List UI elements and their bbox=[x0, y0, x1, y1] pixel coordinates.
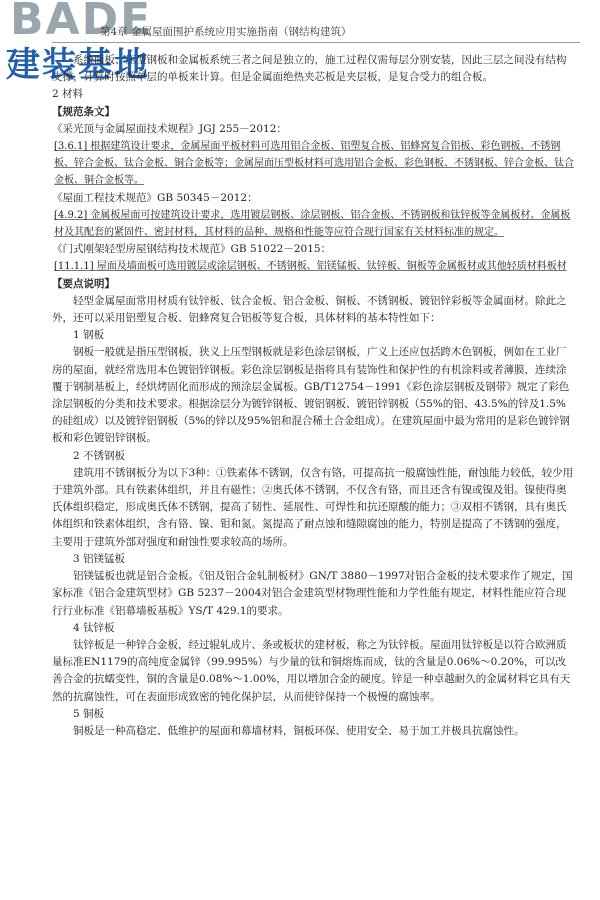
standard-2-clause: [4.9.2] 金属板屋面可按建筑设计要求，选用镀层钢板、涂层钢板、铝合金板、不锈钢板和钛锌板等金属板材。金属板材及其配套的紧固件、密封材料，其材料的品种、规格和性能等应符合现行国家有关材料标准的规定。 bbox=[54, 209, 571, 239]
body-text bbox=[52, 52, 576, 740]
paragraph-almg: 铝镁锰板也就是铝合金板。《铝及铝合金轧制板材》GN/T 3880－1997对铝合金板的技术要求作了规定，国家标准《铝合金建筑型材》GB 5237－2004对铝合金建筑型材物理性能和力学性能有规定，材料性能应符合现行行业标准《铝幕墙板基板》YS/T 429.1的要求。 bbox=[52, 570, 573, 617]
norms-tag: 【规范条文】 bbox=[52, 105, 115, 118]
standard-3-title: 《门式刚架轻型房屋钢结构技术规范》GB 51022－2015： bbox=[52, 243, 332, 256]
heading-almg: 3 铝镁锰板 bbox=[73, 552, 126, 565]
watermark-brand: BADE bbox=[10, 0, 153, 45]
standard-1-clause: [3.6.1] 根据建筑设计要求，金属屋面平板材料可选用铝合金板、铝塑复合板、铝蜂窝复合铝板、彩色钢板、不锈钢板、锌合金板、钛合金板、铜合金板等；金属屋面压型板材料可选用铝合金板、彩色钢板、不锈钢板、锌合金板、钛合金板、铜合金板等。 bbox=[54, 141, 574, 187]
heading-copper: 5 铜板 bbox=[73, 707, 105, 720]
heading-stainless: 2 不锈钢板 bbox=[73, 449, 126, 462]
heading-steel: 1 钢板 bbox=[73, 329, 105, 342]
paragraph-stainless: 建筑用不锈钢板分为以下3种：①铁素体不锈钢，仅含有铬，可提高抗一般腐蚀性能，耐蚀能力较低，较少用于建筑外部。具有铁素体组织，并且有磁性；②奥氏体不锈钢，不仅含有铬，而且还含有镍或镍及钼。镍使得奥氏体组织稳定，形成奥氏体不锈钢，提高了韧性、延展性、可焊性和抗还原酸的能力；③双相不锈钢，具有奥氏体组织和铁素体组织，含有铬、镍、钼和氮。氮提高了耐点蚀和缝隙腐蚀的能力，特别是提高了不锈钢的强度，主要用于建筑外部对强度和耐蚀性要求较高的场所。 bbox=[52, 466, 574, 548]
running-head: 第4章 金属屋面围护系统应用实施指南（钢结构建筑） bbox=[100, 26, 352, 38]
paragraph-copper: 铜板是一种高稳定、低维护的屋面和幕墙材料，铜板环保、使用安全、易于加工并极具抗腐蚀性。 bbox=[73, 724, 525, 737]
standard-3-clause: [11.1.1] 屋面及墙面板可选用镀层或涂层钢板、不锈钢板、铝镁锰板、钛锌板、铜板等金属板材或其他轻质材料板材 bbox=[54, 261, 567, 273]
header-divider bbox=[52, 42, 580, 43]
watermark-brand-cn: 建装基地 bbox=[6, 45, 150, 85]
standard-1-title: 《采光顶与金属屋面技术规程》JGJ 255－2012： bbox=[52, 122, 287, 135]
section-heading: 2 材料 bbox=[52, 88, 84, 101]
intro-paragraph: 系统面板、压型钢板和金属板系统三者之间是独立的，施工过程仅需每层分别安装，因此三层之间没有结构支撑，计算时按照单层的单板来计算。但是金属面绝热夹芯板是夹层板，是复合受力的组合板。 bbox=[52, 54, 567, 84]
heading-tizn: 4 钛锌板 bbox=[73, 621, 115, 634]
explain-tag: 【要点说明】 bbox=[52, 277, 115, 290]
paragraph-tizn: 钛锌板是一种锌合金板，经过辊轧成片、条或板状的建材板，称之为钛锌板。屋面用钛锌板是以符合欧洲质量标准EN1179的高纯度金属锌（99.995%）与少量的钛和铜熔炼而成，钛的含量是0.06%～0.20%，可以改善合金的抗蠕变性，铜的含量是0.08%～1.00%，用以增加合金的硬度。锌是一种卓越耐久的金属材料它具有天然的抗腐蚀性，可在表面形成致密的钝化保护层，从而使锌保持一个极慢的腐蚀率。 bbox=[52, 638, 571, 703]
overview-paragraph: 轻型金属屋面常用材质有钛锌板、钛合金板、铝合金板、铜板、不锈钢板、镀铝锌彩板等金属面材。除此之外，还可以采用铝塑复合板、铝蜂窝复合铝板等复合板，具体材料的基本特性如下： bbox=[52, 294, 567, 325]
standard-2-title: 《屋面工程技术规范》GB 50345－2012： bbox=[52, 191, 258, 204]
paragraph-steel: 钢板一般就是指压型钢板，狭义上压型钢板就是彩色涂层钢板，广义上还应包括跨木色钢板，例如在工业厂房的屋面，就经常选用本色镀铝锌钢板。彩色涂层钢板是指将具有装饰性和保护性的有机涂料或者薄膜，连续涂覆于钢制基板上，经烘烤固化而形成的预涂层金属板。GB/T12754－1991《彩色涂层钢板及钢带》规定了彩色涂层钢板的分类和技术要求。根据涂层分为镀锌钢板、镀铝钢板、镀铝锌钢板（55%的铝、43.5%的锌及1.5%的硅组成）以及镀锌铝钢板（5%的锌以及95%铝和混合稀土合金组成）。在建筑屋面中最为常用的是彩色镀锌钢板和彩色镀铝锌钢板。 bbox=[52, 346, 570, 445]
